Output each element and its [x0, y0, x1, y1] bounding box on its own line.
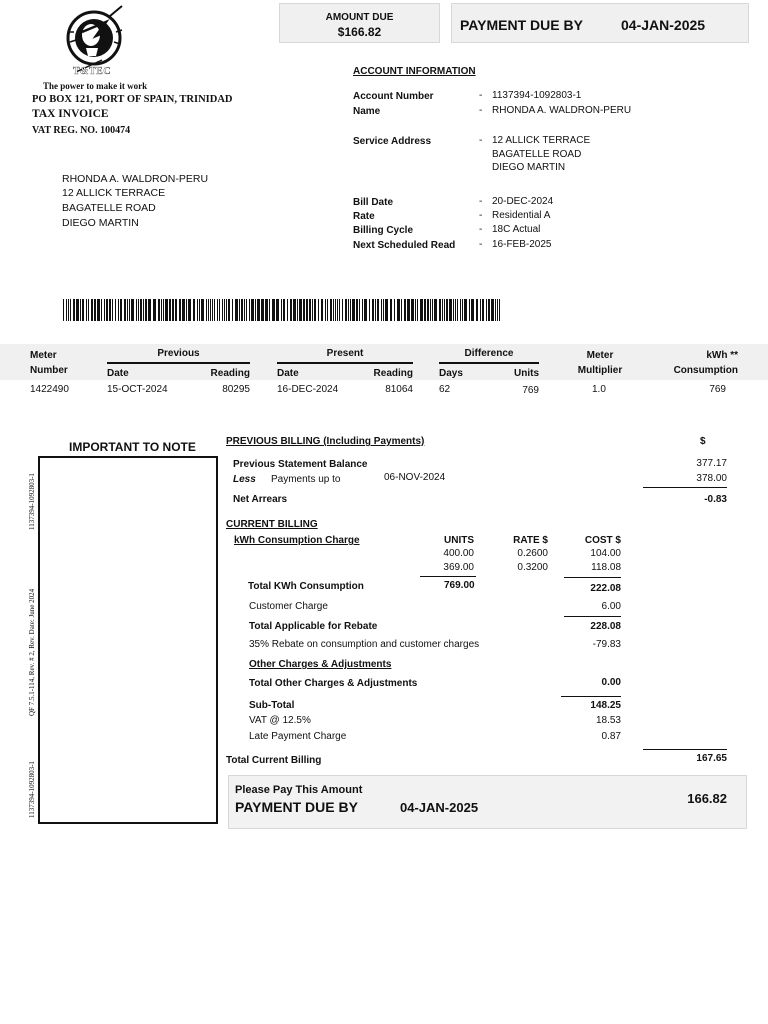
rate-label: Rate: [353, 211, 375, 222]
document-type: TAX INVOICE: [32, 108, 109, 120]
service-address-line: 12 ALLICK TERRACE: [492, 135, 591, 146]
divider: [564, 577, 621, 578]
pay-amount-box: [228, 775, 747, 829]
amount-due-value: $166.82: [337, 25, 382, 39]
side-account-text: 1137394-1092803-1: [28, 761, 36, 818]
consumption-cell: 769: [709, 384, 726, 395]
rebate-label: 35% Rebate on consumption and customer charges: [249, 639, 480, 650]
dash: -: [479, 135, 483, 146]
customer-address-line: BAGATELLE ROAD: [62, 202, 156, 214]
tier-cost: 118.08: [591, 562, 621, 573]
payments-label: Payments up to: [271, 474, 341, 485]
amount-due-box: [279, 3, 440, 43]
divider: [643, 487, 727, 488]
divider: [561, 696, 621, 697]
tier-rate: 0.2600: [517, 548, 548, 559]
barcode: [63, 299, 503, 321]
customer-address-line: DIEGO MARTIN: [62, 217, 139, 229]
dash: -: [479, 105, 483, 116]
prev-reading-cell: 80295: [222, 384, 250, 395]
pres-date-cell: 16-DEC-2024: [277, 384, 339, 395]
customer-address-line: 12 ALLICK TERRACE: [62, 187, 166, 199]
present-underline: [277, 362, 413, 364]
next-read-label: Next Scheduled Read: [353, 240, 456, 251]
vat-value: 18.53: [595, 715, 621, 726]
tier-cost: 104.00: [590, 548, 621, 559]
previous-header: Previous: [157, 348, 200, 359]
multiplier-header: Multiplier: [577, 365, 623, 376]
dash: -: [479, 210, 483, 221]
bill-date-label: Bill Date: [353, 197, 394, 208]
number-header: Number: [30, 365, 68, 376]
units-cell: 769: [522, 385, 539, 396]
bill-date-value: 20-DEC-2024: [492, 196, 554, 207]
kwh-header: kWh **: [706, 350, 738, 361]
divider: [643, 749, 727, 750]
pay-amount-value: 166.82: [687, 791, 727, 806]
prev-balance-value: 377.17: [696, 458, 727, 469]
meter-number-cell: 1422490: [30, 384, 69, 395]
billing-cycle-value: 18C Actual: [492, 224, 541, 235]
customer-name: RHONDA A. WALDRON-PERU: [62, 173, 209, 185]
net-arrears-value: -0.83: [704, 494, 727, 505]
payments-date: 06-NOV-2024: [384, 472, 446, 483]
tier-units: 369.00: [443, 562, 474, 573]
account-number-label: Account Number: [353, 91, 434, 102]
units-column-header: UNITS: [444, 535, 474, 546]
other-charges-heading: Other Charges & Adjustments: [249, 659, 392, 670]
consumption-header: Consumption: [673, 365, 738, 376]
difference-header: Difference: [464, 348, 514, 359]
name-label: Name: [353, 106, 381, 117]
account-number-value: 1137394-1092803-1: [492, 90, 582, 101]
payment-due-label: PAYMENT DUE BY: [460, 17, 583, 33]
service-address-line: BAGATELLE ROAD: [492, 149, 582, 160]
pres-reading-header: Reading: [373, 368, 413, 379]
dash: -: [479, 196, 483, 207]
total-rebate-value: 228.08: [590, 621, 621, 632]
meter-header: Meter: [30, 350, 57, 361]
vat-label: VAT @ 12.5%: [249, 715, 311, 726]
rate-column-header: RATE $: [513, 535, 548, 546]
service-address-line: DIEGO MARTIN: [492, 162, 566, 173]
next-read-value: 16-FEB-2025: [492, 239, 552, 250]
currency-header: $: [700, 436, 706, 447]
total-kwh-label: Total KWh Consumption: [248, 581, 364, 592]
less-label: Less: [233, 474, 256, 485]
side-account-text: 1137394-1092803-1: [28, 473, 36, 530]
side-form-reference: QF 7.5.1-114, Rev. # 2, Rev. Date: June 2024: [28, 588, 36, 716]
payments-value: 378.00: [696, 473, 727, 484]
cost-column-header: COST $: [584, 535, 621, 546]
pay-due-date: 04-JAN-2025: [400, 800, 479, 815]
present-header: Present: [326, 348, 364, 359]
total-current-label: Total Current Billing: [226, 755, 322, 766]
prev-date-header: Date: [107, 368, 129, 379]
prev-date-cell: 15-OCT-2024: [107, 384, 168, 395]
late-charge-label: Late Payment Charge: [249, 731, 347, 742]
dash: -: [479, 239, 483, 250]
logo-wordmark: T&TEC: [73, 66, 112, 77]
total-rebate-label: Total Applicable for Rebate: [249, 621, 378, 632]
important-note-title: IMPORTANT TO NOTE: [69, 440, 196, 454]
previous-billing-heading: PREVIOUS BILLING (Including Payments): [226, 436, 425, 447]
account-info-heading: ACCOUNT INFORMATION: [353, 66, 476, 77]
tier-units: 400.00: [443, 548, 474, 559]
total-other-value: 0.00: [601, 677, 621, 688]
customer-charge-value: 6.00: [601, 601, 621, 612]
rate-value: Residential A: [492, 210, 551, 221]
late-charge-value: 0.87: [601, 731, 621, 742]
current-billing-heading: CURRENT BILLING: [226, 519, 318, 530]
company-address: PO BOX 121, PORT OF SPAIN, TRINIDAD: [32, 94, 233, 105]
company-slogan: The power to make it work: [43, 81, 148, 91]
important-note-box: [38, 456, 218, 824]
kwh-charge-heading: kWh Consumption Charge: [234, 535, 360, 546]
previous-underline: [107, 362, 250, 364]
name-value: RHONDA A. WALDRON-PERU: [492, 105, 632, 116]
divider: [564, 616, 621, 617]
vat-registration: VAT REG. NO. 100474: [32, 125, 131, 136]
dash: -: [479, 224, 483, 235]
customer-charge-label: Customer Charge: [249, 601, 328, 612]
prev-reading-header: Reading: [210, 368, 250, 379]
tier-rate: 0.3200: [517, 562, 548, 573]
subtotal-label: Sub-Total: [249, 700, 295, 711]
total-kwh-units: 769.00: [444, 580, 475, 591]
amount-due-label: AMOUNT DUE: [325, 12, 394, 23]
dash: -: [479, 90, 483, 101]
billing-cycle-label: Billing Cycle: [353, 225, 414, 236]
payment-due-box: [451, 3, 749, 43]
subtotal-value: 148.25: [590, 700, 621, 711]
please-pay-label: Please Pay This Amount: [235, 784, 363, 796]
total-current-value: 167.65: [696, 753, 727, 764]
pres-reading-cell: 81064: [385, 384, 413, 395]
payment-due-date: 04-JAN-2025: [621, 17, 706, 33]
multiplier-cell: 1.0: [592, 384, 606, 395]
total-kwh-cost: 222.08: [590, 583, 621, 594]
prev-balance-label: Previous Statement Balance: [233, 459, 368, 470]
net-arrears-label: Net Arrears: [233, 494, 288, 505]
days-header: Days: [439, 368, 463, 379]
service-address-label: Service Address: [353, 136, 432, 147]
difference-underline: [439, 362, 539, 364]
units-header: Units: [514, 368, 539, 379]
divider: [420, 576, 476, 577]
pres-date-header: Date: [277, 368, 299, 379]
rebate-value: -79.83: [592, 639, 621, 650]
pay-due-label: PAYMENT DUE BY: [235, 799, 358, 815]
days-cell: 62: [439, 384, 451, 395]
total-other-label: Total Other Charges & Adjustments: [249, 678, 418, 689]
meter-multiplier-header: Meter: [586, 350, 614, 361]
